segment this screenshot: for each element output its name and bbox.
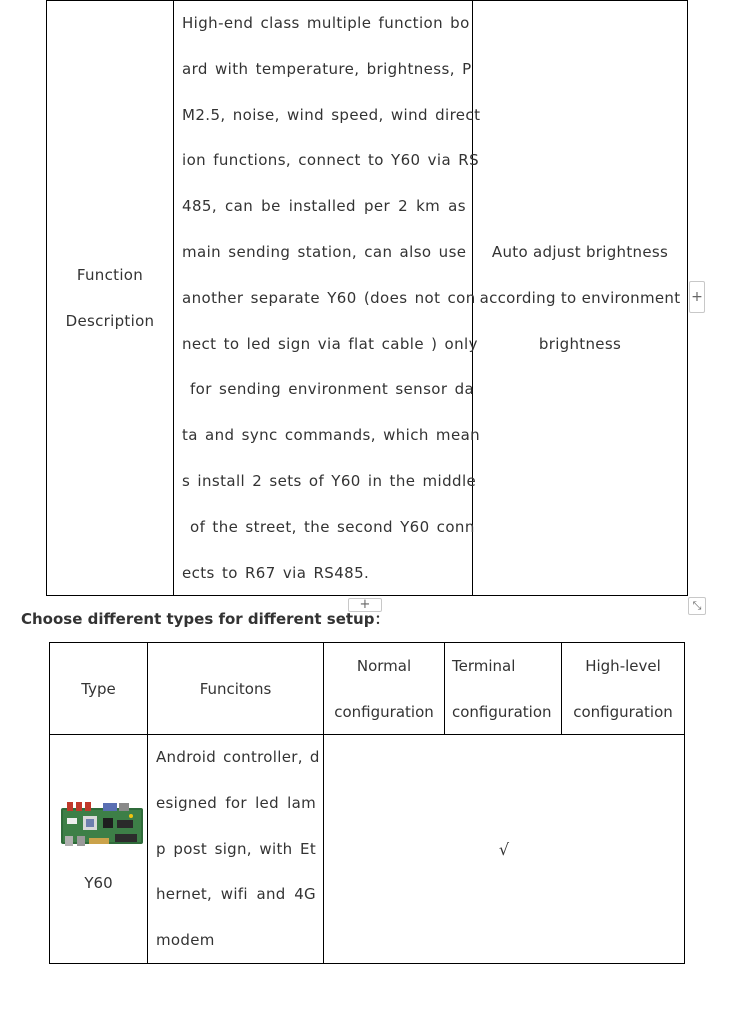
header-terminal-configuration — [445, 643, 568, 735]
description-line: High-end class multiple function bo — [182, 14, 470, 32]
header-functions — [148, 643, 323, 735]
header-terminal-line: configuration — [452, 703, 552, 721]
section-heading: Choose different types for different setup： — [21, 610, 390, 628]
header-high-level-configuration — [562, 643, 684, 735]
header-type — [50, 643, 147, 735]
header-functions-label: Funcitons — [199, 680, 272, 698]
header-normal-configuration — [324, 643, 444, 735]
description-line: 485, can be installed per 2 km as — [182, 197, 466, 216]
configuration-check-mark: √ — [498, 839, 510, 859]
description-line: of the street, the second Y60 conn — [190, 517, 475, 536]
label-line-description: Description — [65, 312, 155, 330]
description-line: ion functions, connect to Y60 via RS — [182, 151, 480, 170]
description-line: ta and sync commands, which mean — [182, 426, 481, 445]
controller-board-image — [59, 800, 145, 852]
header-highlevel-line: configuration — [573, 703, 673, 721]
table-header-row — [50, 643, 684, 735]
add-row-button[interactable]: + — [348, 598, 382, 612]
header-highlevel-line: High-level — [585, 657, 661, 675]
description-line: s install 2 sets of Y60 in the middle — [182, 471, 477, 490]
function-description-table — [46, 0, 688, 596]
header-normal-line: Normal — [356, 657, 412, 675]
function-line: p post sign, with Et — [156, 839, 316, 858]
product-name: Y60 — [84, 874, 113, 892]
function-description-label-cell — [47, 1, 174, 595]
brightness-note-line: according to environment — [479, 289, 681, 307]
function-line: modem — [156, 931, 215, 950]
function-line: esigned for led lam — [156, 793, 316, 812]
table-row — [50, 735, 684, 963]
product-functions-cell — [156, 735, 320, 964]
description-line: ects to R67 via RS485. — [182, 563, 370, 582]
brightness-note-line: brightness — [538, 335, 622, 353]
brightness-note-cell — [473, 1, 687, 595]
header-normal-line: configuration — [334, 703, 434, 721]
function-line: Android controller, d — [156, 748, 320, 766]
brightness-note-line: Auto adjust brightness — [491, 243, 669, 261]
description-line: ard with temperature, brightness, P — [182, 59, 472, 78]
description-line: main sending station, can also use — [182, 242, 467, 261]
header-terminal-line: Terminal — [452, 657, 516, 675]
add-column-button[interactable]: + — [689, 281, 705, 313]
label-line-function: Function — [76, 266, 144, 284]
description-line: nect to led sign via flat cable ) only — [182, 334, 478, 353]
description-line: for sending environment sensor da — [190, 380, 475, 399]
function-description-text-cell — [174, 1, 481, 595]
description-line: another separate Y60 (does not con — [182, 288, 476, 307]
resize-table-icon[interactable]: ⤡ — [688, 597, 706, 615]
setup-types-table — [49, 642, 685, 964]
description-line: M2.5, noise, wind speed, wind direct — [182, 105, 481, 124]
function-line: hernet, wifi and 4G — [156, 885, 316, 904]
header-type-label: Type — [81, 680, 116, 698]
